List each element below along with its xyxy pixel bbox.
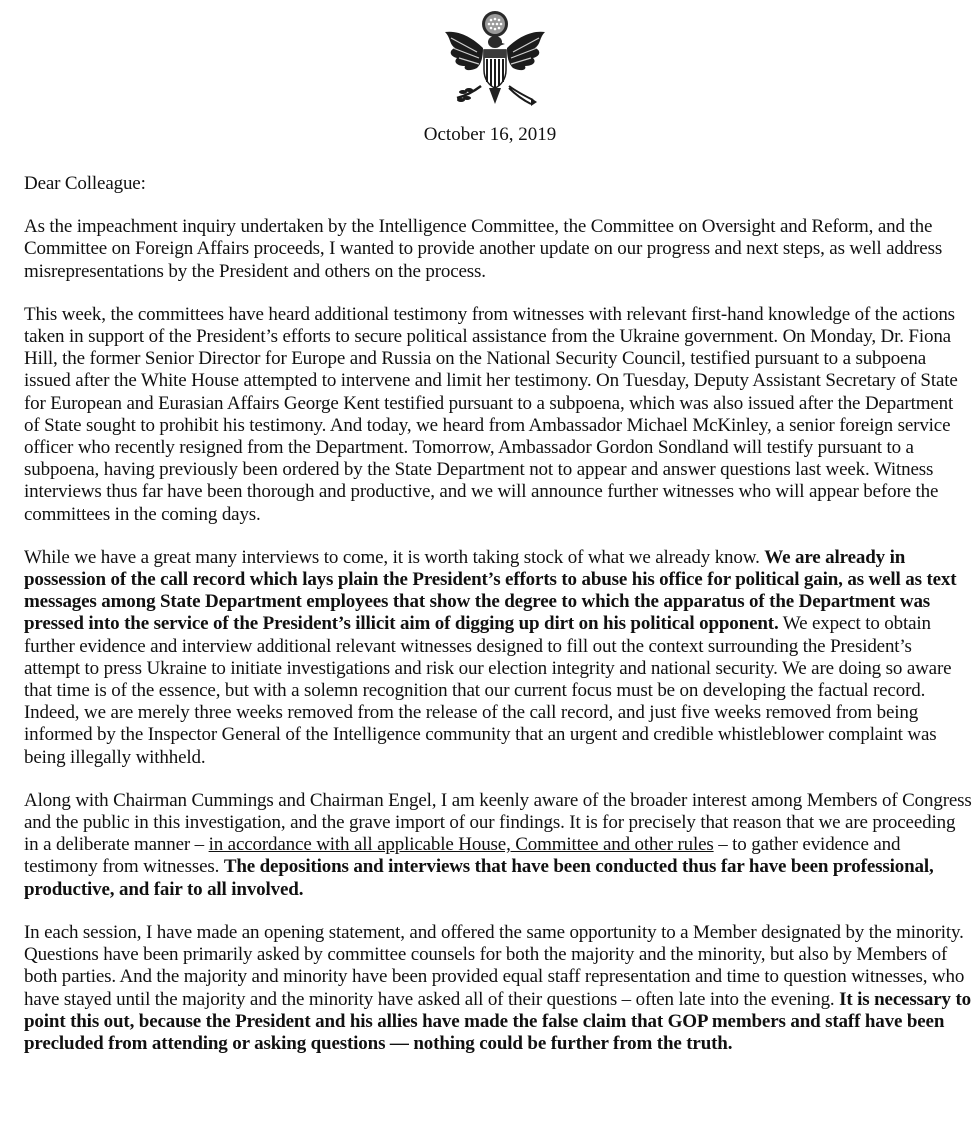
paragraph-4-lead: Along with Chairman Cummings and Chairman Engel, I am keenly aware of the broader interest among Members of Congress and the public in this investigation, and the grave import of our findings. It is for precisely that reason that we are proceeding in a deliberate manner –	[24, 789, 972, 856]
paragraph-4-mid: – to gather evidence and testimony from witnesses.	[24, 834, 901, 878]
paragraph-2: This week, the committees have heard additional testimony from witnesses with relevant first-hand knowledge of the actions taken in support of the President’s efforts to secure political assistance from the Ukraine government. On Monday, Dr. Fiona Hill, the former Senior Director for Europe and Russia on the National Security Council, testified pursuant to a subpoena issued after the White House attempted to intervene and limit her testimony. On Tuesday, Deputy Assistant Secretary of State for European and Eurasian Affairs George Kent testified pursuant to a subpoena, which was also issued after the Department of State sought to prohibit his testimony. And today, we heard from Ambassador Michael McKinley, a senior foreign service officer who recently resigned from the Department. Tomorrow, Ambassador Gordon Sondland will testify pursuant to a subpoena, having previously been ordered by the State Department not to appear and answer questions last week. Witness interviews thus far have been thorough and productive, and we will announce further witnesses who will appear before the committees in the coming days.	[24, 303, 958, 525]
letter-date: October 16, 2019	[423, 124, 557, 145]
paragraph-5-lead: In each session, I have made an opening statement, and offered the same opportunity to a Member designated by the minority. Questions have been primarily asked by committee counsels for both the majority and the minority, but also by Members of both parties. And the majority and minority have been provided equal staff representation and time to question witnesses, who have stayed until the majority and the minority have asked all of their questions – often late into the evening.	[24, 921, 965, 1010]
paragraph-3-tail: We expect to obtain further evidence and interview additional relevant witnesses designed to fill out the context surrounding the President’s attempt to press Ukraine to initiate investigations and risk our election integrity and national security. We are doing so aware that time is of the essence, but with a solemn recognition that our current focus must be on developing the factual record. Indeed, we are merely three weeks removed from the release of the call record, and just five weeks removed from being informed by the Inspector General of the Intelligence community that an urgent and credible whistleblower complaint was being illegally withheld.	[24, 613, 952, 768]
salutation: Dear Colleague:	[24, 173, 146, 194]
rules-link[interactable]: in accordance with all applicable House, Committee and other rules	[208, 834, 714, 856]
paragraph-3	[24, 547, 972, 769]
paragraph-4	[24, 790, 972, 901]
paragraph-1: As the impeachment inquiry undertaken by the Intelligence Committee, the Committee on Oversight and Reform, and the Committee on Foreign Affairs proceeds, I wanted to provide another update on our progress and next steps, as well address misrepresentations by the President and others on the process.	[24, 216, 943, 282]
paragraph-3-lead: While we have a great many interviews to come, it is worth taking stock of what we already know.	[24, 546, 765, 568]
great-seal-eagle-icon	[437, 8, 553, 112]
paragraph-5	[24, 922, 972, 1055]
paragraph-4-bold: The depositions and interviews that have been conducted thus far have been professional, productive, and fair to all involved.	[24, 856, 934, 900]
letter-body	[24, 173, 972, 1076]
paragraph-5-bold: It is necessary to point this out, because the President and his allies have made the false claim that GOP members and staff have been precluded from attending or asking questions — nothing could be further from the truth.	[24, 988, 971, 1054]
paragraph-3-bold: We are already in possession of the call record which lays plain the President’s efforts to abuse his office for political gain, as well as text messages among State Department employees that show the degree to which the apparatus of the Department was pressed into the service of the President’s illicit aim of digging up dirt on his political opponent.	[24, 546, 957, 635]
